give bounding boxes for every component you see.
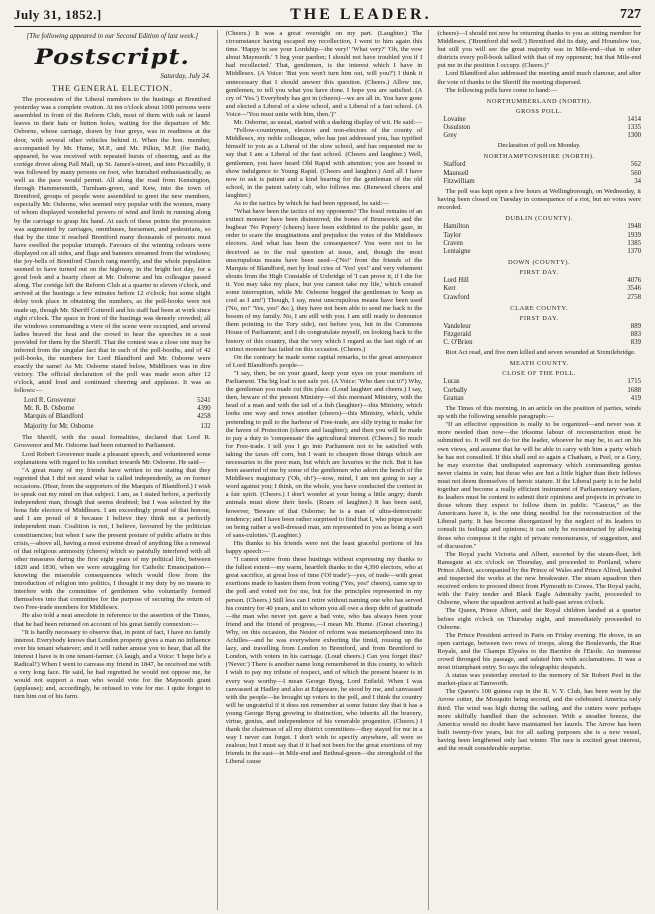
paragraph: "I say, then, be on your guard, keep your eyes on your members of Parliament. The big loaf is not safe yet. (A Voice: 'Who dare cut it?') Why, the gentleman you made cut this place. (Loud laughter and cheers.) I say, then, beware of the present Ministry—of this mermaid Ministry, with the head of a man and with the tail of a fish (laughter)—this Ministry, which looks one way and rows another (cheers)—this Ministry, which, while pretending to pull to the harbour of Free-trade, are slily trying to make for the haven of Protection (cheers and laughter); and then you will be made to pay a duty to 'compensate' the agricultural interest. (Cheers.) So much for Free-trade. I tell you I go into Parliament not to be satisfied with taking the taxes off corn, but I want to cheapen those things which are necessaries to the poor man, but which are luxuries to the rich. But it has been asserted of me by some of the gentlemen who adorn the bench of the Middlesex magistracy ('Oh, oh!')—now, mind, I am not going to say a word against you; I think, on the whole, you have conducted the contest in a fair spirit. (Cheers.) I don't wonder at your being a little angry; dumb animals must show their heels. (Roars of laughter.) It has been said, however, 'Beware of that Osborne; he is a man of ultra-democratic tendency; and I have been rather surprised to find that I, who pique myself on being rather a well-dressed man, am represented to you as being a sort of sans-culottes.' (Laughter.): [225, 369, 423, 539]
poll-table: [437, 323, 641, 348]
candidate-name: Mr. R. B. Osborne: [24, 404, 75, 412]
paragraph: The Queen's 100 guinea cup in the R. V. Y. Club, has been won by the Arrow cutter, the Mosquito being second, and the celebrated America only third. The wind was high during the sailing, and the cutters were perhaps more skilfully handled than the schooner. With a steadier breeze, the America would no doubt have maintained her laurels. The Arrow has been built twenty-five years, but for all sailing purposes she is a new vessel, having been lengthened only last winter. The race is excited great interest, and the result considerable surprise.: [437, 688, 641, 753]
poll-table: [24, 397, 211, 422]
poll-note: Declaration of poll on Monday.: [497, 142, 581, 150]
poll-row: [437, 223, 641, 231]
paragraph: Mr. Osborne, as usual, started with a dashing display of wit. He said:—: [233, 119, 422, 127]
candidate-name: Lord R. Grosvenor: [24, 396, 76, 404]
column-3: [437, 30, 641, 910]
paragraph: As to the tactics by which he had been opposed, he said:—: [233, 199, 389, 207]
paragraph: (cheers)—I should not now be returning thanks to you as sitting member for Middlesex. ('Brentford did well.') Brentford did its duty, and Hounslow too, but still you will see the great majority was in Mile-end—that in other districts every poll-book tallied with that of my opponent; but that Mile-end put me in the position I occupy. (Cheers.)": [437, 30, 641, 70]
article-columns: [14, 30, 641, 910]
paragraph: The procession of the Liberal members to the hustings at Brentford yesterday was a complete ovation. At ten o'clock about 1000 persons were assembled in front of the Reform Club, most of them with oak or laurel leaves in their hats or button holes, waiting for the departure of Mr. Osborne, whose carriage, drawn by four greys, was in readiness at the door, with several other vehicles behind it. When the hon. member, accompanied by Mr. Hume, M.P., and Mr. Pilkin, M.P. (for Bath), appeared, he was received with repeated bursts of cheering, and as the cortége drove along Pall Mall, up St. James's-street, and into Piccadilly, it was followed by many persons on foot, who hurrahed enthusiastically, as well as the pace would permit. All along the road from Kensington, through Hammersmith, Turnham-green, and Kew, into the town of Brentford, groups of people were assembled to greet the new members, especially Mr. Osborne, who seemed very popular with the women, many of whom displayed wonderful powers of wind and limb in running along by the carriage to grasp his hand. At each of these points the procession was augmented by carriages, omnibuses, horsemen, and pedestrians, so that by the time it reached Brentford many thousands of persons must have swelled the popular triumph. Favours of the winning colours were displayed on all sides, and flags and banners streamed from the windows; the joy-bells of Brentford Church rang merrily, and the whole population seemed to have turned out on the highway, in the bright hot day, for a good look and a hearty cheer at Mr. Osborne and his colleague passed along. The cortége left the Reform Club at a quarter to eleven o'clock, and arrived at the hustings a few minutes before 12 o'clock; but some slight delay took place in obtaining the numbers, as the poll-books were not made up, though Mr. Sheriff Cotterell and his staff had been at work since eight o'clock. The space in front of the hustings was densely crowded; all the windows commanding a view of the scene were occupied, and several ladies braved the heat and the crowd to hear the speeches in a seat provided for them by the Sheriff. That the contest was a close one may be inferred from the singular fact that in each of the poll-booths, and of 42 poll-books, the numbers for Lord Blandford and Mr. Osborne were exactly the same! As Mr. Osborne stated below, Middlesex was in dire victory. The official declaration of the poll was made soon after 12 o'clock, amid loud and continued cheering and applause. It was as follows:—: [14, 96, 211, 395]
constituency-heading: NORTHAMPTONSHIRE (NORTH).: [483, 153, 595, 161]
poll-row: [24, 405, 211, 413]
paragraph: Lord Robert Grosvenor made a pleasant speech, and volunteered some explanations with regard to his conduct towards Mr. Osborne. He said—: [14, 450, 211, 466]
constituency-heading: CLARE COUNTY.: [510, 304, 569, 312]
candidate-name: Grey: [443, 132, 457, 140]
poll-row: [437, 387, 641, 395]
vote-count: 4258: [197, 412, 211, 420]
candidate-name: Marquis of Blandford: [24, 412, 84, 420]
constituency-heading: DUBLIN (COUNTY).: [505, 215, 574, 223]
candidate-name: C. O'Brien: [443, 339, 473, 347]
poll-row: [437, 294, 641, 302]
vote-count: 1335: [627, 123, 641, 131]
candidate-name: Lovaine: [443, 115, 466, 123]
majority-label: Majority for Mr. Osborne: [24, 423, 94, 431]
candidate-name: Taylor: [443, 231, 461, 239]
vote-count: 419: [630, 394, 641, 402]
vote-count: 5241: [197, 396, 211, 404]
poll-row: [437, 378, 641, 386]
vote-count: 4390: [197, 404, 211, 412]
vote-count: 889: [630, 322, 641, 330]
poll-row: [437, 124, 641, 132]
paragraph: He also told a neat anecdote in reference to the assertion of the Times, that he had been returned on account of his great family connexion:—: [14, 612, 211, 628]
poll-row: [437, 339, 641, 347]
poll-row: [437, 161, 641, 169]
candidate-name: Craven: [443, 239, 463, 247]
vote-count: 1948: [627, 223, 641, 231]
paragraph: "It is hardly necessary to observe that, in point of fact, I have no family interest. Everybody knows that London property gives a man no influence over his tenant whatever; and it will rather amuse you to hear, that all the interest I have is in one tenant-farmer. (A laugh, and a Voice: 'I hope he's a Radical!') When I went to canvass my friend in 1847, he received me with a very long face. He said, he had regretted he would not oppose me, he would not support a man who would vote for the Maynooth grant (applause); and, accordingly, he refused to vote for me. I quite forgot to turn him out of his farm.: [14, 628, 211, 701]
paragraph: The Sheriff, with the usual formalities, declared that Lord R. Grosvenor and Mr. Osborne had been returned to Parliament.: [14, 434, 211, 450]
candidate-name: Maunsell: [443, 169, 469, 177]
candidate-name: Corbally: [443, 386, 468, 394]
poll-stage: FIRST DAY.: [519, 314, 559, 322]
poll-row: [437, 395, 641, 403]
poll-row: [437, 248, 641, 256]
vote-count: 1414: [627, 115, 641, 123]
poll-row: [437, 285, 641, 293]
candidate-name: Lord Hill: [443, 277, 469, 285]
dateline: Saturday, July 24.: [160, 72, 211, 81]
poll-row: [437, 116, 641, 124]
paragraph: The Royal yacht Victoria and Albert, escorted by the steam-fleet, left Ramsgate at six o'clock on Thursday, and proceeded to Portland, where Prince Albert, accompanied by the Prince of Wales and Prince Alfred, landed and inspected the works at the new breakwater. The steam squadron then received orders to proceed direct from Plymouth to Cowes. The Royal yacht, with the Fairy tender and Black Eagle Admiralty yacht, proceeded to Osborne, where the squadron arrived at half-past seven o'clock.: [437, 550, 641, 607]
vote-count: 562: [630, 161, 641, 169]
poll-row: [437, 331, 641, 339]
poll-row: [437, 277, 641, 285]
vote-count: 560: [630, 169, 641, 177]
page-number: 727: [619, 7, 641, 22]
poll-stage: FIRST DAY.: [519, 269, 559, 277]
vote-count: 839: [630, 339, 641, 347]
constituency-heading: NORTHUMBERLAND (NORTH).: [486, 97, 592, 105]
paragraph: "What have been the tactics of my opponents? The fossil remains of an extinct monster have been disinterred; the bones of Brunswick and the bugbear 'No Popery' (cheers) have been exhibited to the public gaze, in order to scare the imaginations and prejudice the votes of the Middlesex electors. And what has been the consequence? You were not to be deceived as to the real question at issue, and, though the most unscrupulous means have been used—('No!' from the friends of the Marquis of Blandford, met by loud cries of 'Yes! yes!' and very vehement shouts from the High Constable of Uxbridge of 'I can prove it, if I die for it. You may take my place, but you cannot take my life,' which created some interruption, while Mr. Osborne begged the gentleman to 'keep as cool as I am!') Though, I say, most unscrupulous means have been used ('No, no!' 'Yes, yes!' &c.), they have not been able to send me back to the bosom of my family. No, I am still with you. I am still ready to denounce them pointing to the Tory side), not before you, but in the Commons House of Parliament; and I do congratulate myself, on looking back to the history of this country, that the very which I regard as the last sigh of an extinct monster has failed on this occasion. (Cheers.): [225, 208, 423, 353]
vote-count: 1688: [627, 386, 641, 394]
masthead: [14, 4, 641, 27]
poll-table: [437, 116, 641, 141]
paragraph: "Fellow-countrymen, electors and non-electors of the county of Middlesex, my noble colleague, who has just addressed you, has typified himself to you as a Liberal of the slow school, and has requested me to say that I am a Liberal of the fast school. (Cheers and laughter.) Well, gentlemen, you have heard Old Rapid with attention; you are bound to show indulgence to Young Rapid. (Cheers and laughter.) And all I have now to ask is patient and a kind hearing for the gentleman of the old school, in the patent safety cab, who follows me. (Renewed cheers and laughter.): [225, 127, 423, 199]
postscript-heading: Postscript.: [34, 43, 190, 70]
candidate-name: Ossulston: [443, 123, 471, 131]
paragraph: Riot Act read, and five men killed and seven wounded at Sixmilebridge.: [445, 349, 636, 357]
poll-row: [437, 170, 641, 178]
column-1: [14, 30, 218, 910]
majority-value: 132: [200, 423, 211, 431]
paragraph: A statue was yesterday erected to the memory of Sir Robert Peel in the market-place at Tamworth.: [437, 672, 641, 688]
candidate-name: Fitzgerald: [443, 330, 471, 338]
candidate-name: Kerr: [443, 285, 456, 293]
column-2: [226, 30, 430, 910]
candidate-name: Vandeleur: [443, 322, 471, 330]
vote-count: 883: [630, 330, 641, 338]
candidate-name: Stafford: [443, 161, 466, 169]
vote-count: 1370: [627, 247, 641, 255]
paragraph: The Prince President arrived in Paris on Friday evening. He drove, in an open carriage, between two rows of troops, along the Boulevards, the Rue Royale, and the Champs Elysées to the Barrière de l'Etoile. An immense crowd thronged his passage, and saluted him with acclamations. It was a most triumphant entry. So says the telegraphic despatch.: [437, 631, 641, 672]
poll-stage: GROSS POLL.: [515, 107, 563, 115]
vote-count: 1385: [627, 239, 641, 247]
poll-row: [437, 132, 641, 140]
paragraph: "If an effective opposition is really to be organized—and never was it more needed than now—the irksome labour of reconstruction must be submitted to. It will not do for the leader, whoever he may be, to act on his own views, and assume that he will be able to carry with him a party which he has not consulted. If this shall end so again a Chatham, a Peel, or a Grey, he may exercise that undisputed supremacy which commanding genius never claims in vain; but those who are but a little higher than their fellows must not deem themselves of heroic stature. If the Liberal party is to be held together and become a really efficient instrument of Parliamentary warfare, its leaders must be content to submit their opinions and projects in private to those whom they expect to follow them in public. "Caucus," as the Americans have it, is the one thing needful for the reconstruction of the Liberal party. It has become disorganized by the neglect of its leaders to consult its feelings and opinions; it can only be reconstructed by allowing those who compose it the right of private remonstrance, of suggestion, and of discussion.": [437, 421, 641, 550]
poll-row: [24, 413, 211, 421]
poll-table: [437, 161, 641, 186]
constituency-heading: DOWN (COUNTY).: [507, 259, 571, 267]
poll-row: [437, 232, 641, 240]
vote-count: 1939: [627, 231, 641, 239]
poll-table: [437, 223, 641, 256]
poll-table: [437, 378, 641, 403]
candidate-name: Grattan: [443, 394, 464, 402]
candidate-name: Lucas: [443, 378, 460, 386]
issue-date: July 31, 1852.]: [14, 7, 102, 22]
vote-count: 1715: [627, 378, 641, 386]
paragraph: The poll was kept open a few hours at Wellingborough, on Wednesday, it having been closed on Tuesday in consequence of a riot, but no votes were recorded.: [437, 188, 641, 212]
paragraph: His thanks to his friends were not the least graceful portions of his happy speech:—: [225, 539, 423, 555]
paragraph: (Cheers.) It was a great oversight on my part. (Laughter.) The circumstance having escaped my recollection, I went to him again this time. 'Happy to see your Lordship—the very!' 'What very?' 'Oh, the vow about Maynooth.' 'I beg your pardon; I should not have troubled you if I had recollected.' That, gentlemen, is the interest which I have in Middlesex. (A Voice: 'But you won't turn him out, will you?') I think it unnecessary that I should answer this question. (Cheers.) Allow me, gentlemen, to tell you what you have done. I hope you are satisfied. (A cry of 'Yes.') Everybody has got in (cheers)—we are all in. You have gone and elected a Liberal of a slow school, and a Liberal of a fast school. (A Voice—'You must unite with him, then.')": [225, 30, 423, 118]
section-heading: THE GENERAL ELECTION.: [52, 83, 173, 94]
paragraph: On the contrary he made some capital remarks, to the great annoyance of Lord Blandford's people—: [225, 353, 423, 369]
candidate-name: Fitzwilliam: [443, 177, 475, 185]
candidate-name: Lentaigne: [443, 247, 471, 255]
paragraph: The Queen, Prince Albert, and the Royal children landed at a quarter before eight o'clock on Thursday night, and immediately proceeded to Osborne.: [437, 607, 641, 631]
poll-stage: CLOSE OF THE POLL.: [502, 370, 577, 378]
vote-count: 1300: [627, 132, 641, 140]
paragraph: "I cannot retire from these hustings without expressing my thanks to the fullest extent—my warm, heartfelt thanks to the 4,390 electors, who at great sacrifice, at great loss of time ('Of trade')—yes, of trade—with great exertions made to hasten them from voting ('Yes, yes!' cheers), came up to the poll and voted not for me, but for the principles represented in my person. (Cheers.) Still less can I retire without naming one who has served his country for 40 years, and to whom you all owe a deep debt of gratitude—the man who never yet gave a bad vote, who has always been your friend and the friend of progress,—I mean Mr. Hume. (Great cheering.) Why, on this occasion, the Nestor of reform was metamorphosed into its Achilles—and he was everywhere exhorting the timid, rousing up the lazy, and travelling from London to Brentford, and from Brentford to London, with voters in his carriage. (Loud cheers.) Can you forget this? ('Never.') There is another name long remembered in this county, to which I wish to pay my tribute of respect, and of which the present bearer is in every way worthy—I mean George Byng, Lord Enfield. When I was canvassed at Hadley and also at Edgeware, he stood by me, and canvassed with the people—he brought up voters to the poll, and I think the country will be ungrateful if it does not remember at some future day that it has a young George Byng growing to distinction, who inherits all the bravery, virtue, genius, and independence of his venerable progenitor. (Cheers.) I thank the chairman of all my district committees—they stayed for me in a way I never can forget. I don't wish to specify anywhere, all were so zealous; but I must say that if it had not been for the great exertions of my friends in the east—in Mile-end and Bethnal-green—the stronghold of the Liberal cause: [225, 556, 423, 766]
paragraph: "A great many of my friends have written to me stating that they regretted that I did not stand what is called independently, as on former occasions. (Hear, from the supporters of the Marquis of Blandford.) I wish to speak out my mind on that subject. I am, as I stated before, a perfectly independent man, though that seems doubted; but I was selected by the bona fide electors of Middlesex. I am exceedingly proud of that honour, and I am proud of it because I believe they think me a perfectly independent man. Coalition is not, I believe, favoured by the politician constituencies; but when I saw the present posture of public affairs in this crisis,—above all, having a most extreme dread of anything like a renewal of that religious animosity (cheers) which so painfully interfered with all other measures during the first eight years of my political life, between 1820 and 1830, when we were struggling for Catholic Emancipation—knowing the miserable consequences which would flow from the introduction of religion into politics, I thought it my duty by no means to interfere with the committee of gentlemen who voluntarily formed themselves into that committee for the purpose of securing the return of two Free-trade members for Middlesex.: [14, 466, 211, 612]
candidate-name: Crawford: [443, 293, 470, 301]
vote-count: 34: [634, 177, 641, 185]
poll-row: [437, 323, 641, 331]
newspaper-title: THE LEADER.: [290, 6, 432, 23]
paragraph: Lord Blandford also addressed the meeting amid much clamour, and after the vote of thanks to the Sheriff the meeting dispersed.: [437, 70, 641, 86]
edition-note: [The following appeared in our Second Edition of last week.]: [26, 32, 199, 40]
vote-count: 4076: [627, 277, 641, 285]
poll-row: [24, 397, 211, 405]
vote-count: 3546: [627, 285, 641, 293]
majority-line: [14, 423, 211, 431]
candidate-name: Hamilton: [443, 223, 470, 231]
paragraph: The Times of this morning, in an article on the position of parties, winds up with the following sensible paragraph:—: [437, 405, 641, 421]
constituency-heading: MEATH COUNTY.: [509, 360, 569, 368]
paragraph: The following polls have come to hand:—: [445, 86, 558, 94]
poll-row: [437, 240, 641, 248]
poll-table: [437, 277, 641, 302]
poll-row: [437, 178, 641, 186]
vote-count: 2758: [627, 293, 641, 301]
